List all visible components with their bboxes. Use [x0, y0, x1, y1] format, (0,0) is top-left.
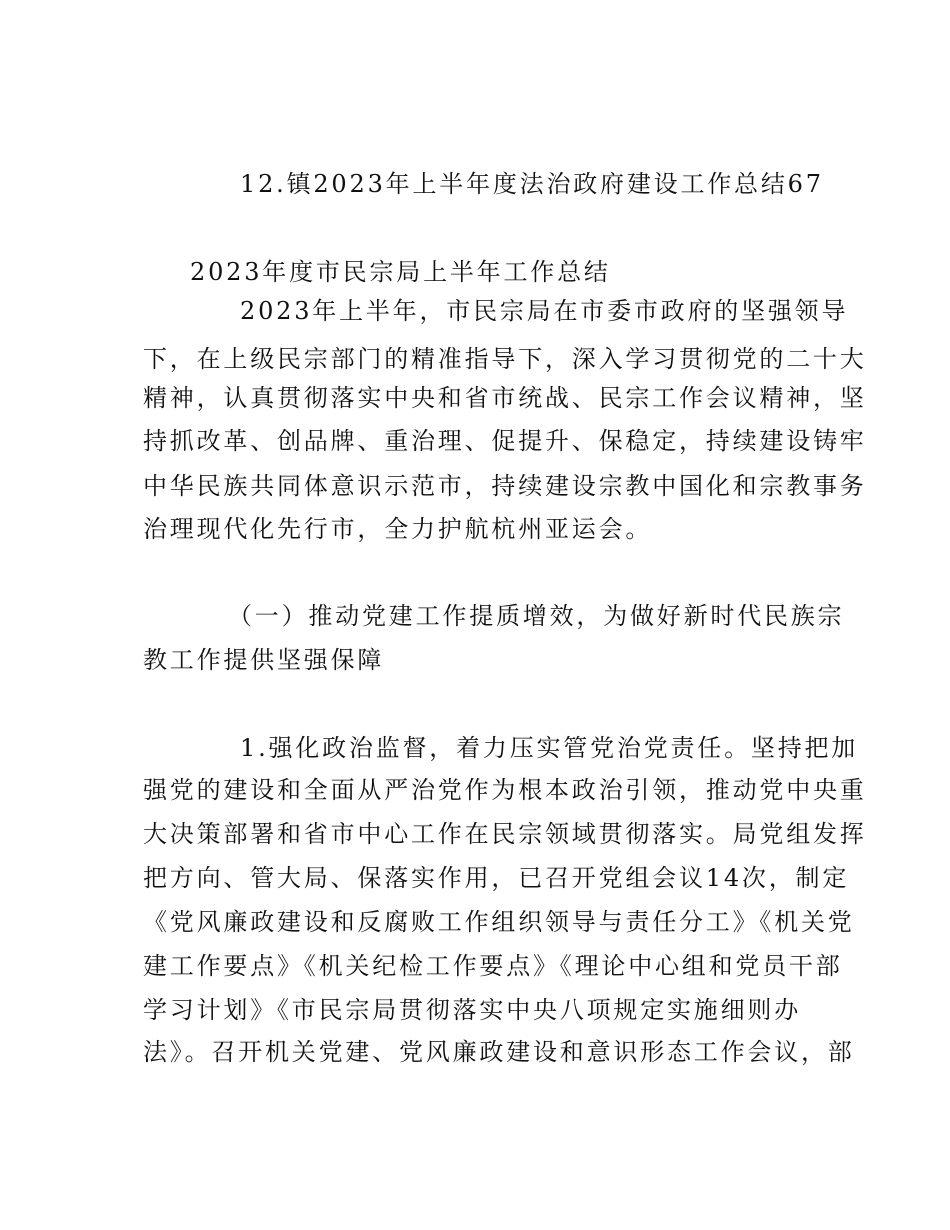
toc-entry: 12.镇2023年上半年度法治政府建设工作总结67 [240, 170, 824, 198]
paragraph-line: 中华民族共同体意识示范市，持续建设宗教中国化和宗教事务 [143, 472, 867, 500]
paragraph-line: 把方向、管大局、保落实作用，已召开党组会议14次，制定 [143, 864, 850, 892]
paragraph-line: 治理现代化先行市，全力护航杭州亚运会。 [143, 515, 653, 543]
paragraph-line: 建工作要点》《机关纪检工作要点》《理论中心组和党员干部 [143, 952, 843, 980]
paragraph-line: 学习计划》《市民宗局贯彻落实中央八项规定实施细则办 [143, 996, 801, 1024]
paragraph-line: 下，在上级民宗部门的精准指导下，深入学习贯彻党的二十大 [143, 345, 867, 373]
paragraph-line: 持抓改革、创品牌、重治理、促提升、保稳定，持续建设铸牢 [143, 427, 867, 455]
paragraph-line: 《党风廉政建设和反腐败工作组织领导与责任分工》《机关党 [143, 908, 855, 936]
heading-line: （一）推动党建工作提质增效，为做好新时代民族宗 [228, 602, 845, 630]
document-title: 2023年度市民宗局上半年工作总结 [190, 258, 611, 286]
paragraph-line: 精神，认真贯彻落实中央和省市统战、民宗工作会议精神，坚 [143, 384, 867, 412]
paragraph-line: 强党的建设和全面从严治党作为根本政治引领，推动党中央重 [143, 776, 867, 804]
paragraph-line: 法》。召开机关党建、党风廉政建设和意识形态工作会议，部 [143, 1038, 855, 1066]
heading-line: 教工作提供坚强保障 [143, 646, 385, 674]
paragraph-line: 2023年上半年，市民宗局在市委市政府的坚强领导 [240, 297, 849, 325]
paragraph-line: 1.强化政治监督，着力压实管党治党责任。坚持把加 [240, 734, 859, 762]
paragraph-line: 大决策部署和省市中心工作在民宗领域贯彻落实。局党组发挥 [143, 820, 867, 848]
